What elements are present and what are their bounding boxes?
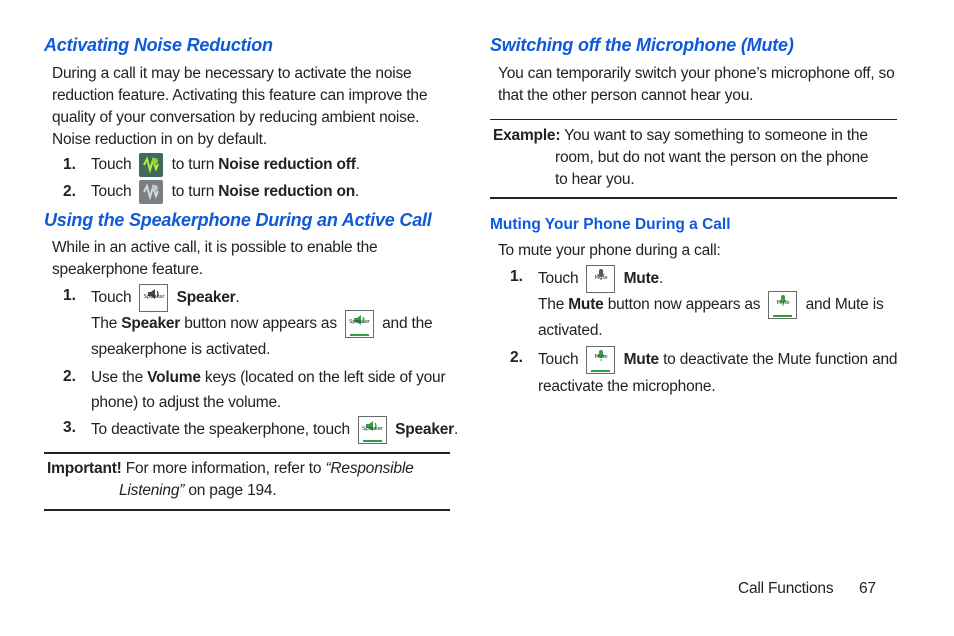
footer-section-title: Call Functions xyxy=(738,580,834,597)
noise-reduction-heading: Activating Noise Reduction xyxy=(44,35,273,55)
speakerphone-heading: Using the Speakerphone During an Active Call xyxy=(44,210,432,230)
mute-icon[interactable]: Mute xyxy=(586,265,615,293)
example-bottom-rule xyxy=(490,197,897,199)
important-note: Important! For more information, refer to “Responsible Listening” on page 194. xyxy=(47,460,414,499)
speaker-step-1: Touch Speaker Speaker. xyxy=(91,284,240,312)
step-number: 1. xyxy=(63,156,76,173)
example-note: Example: You want to say something to someone in the room, but do not want the person on the phone to hear you. xyxy=(493,127,869,188)
step-number: 1. xyxy=(510,268,523,285)
muting-intro: To mute your phone during a call: xyxy=(498,242,721,259)
step-number: 2. xyxy=(63,183,76,200)
speakerphone-paragraph: While in an active call, it is possible to enable the speakerphone feature. xyxy=(52,239,378,278)
noise-reduction-off-icon[interactable] xyxy=(139,153,163,177)
important-label: Important! xyxy=(47,460,122,477)
speaker-icon[interactable]: Speaker xyxy=(358,416,387,444)
noise-step-1: Touch to turn Noise reduction off. xyxy=(91,153,360,177)
muting-heading: Muting Your Phone During a Call xyxy=(490,216,731,233)
speaker-active-icon: Speaker xyxy=(345,310,374,338)
step-number: 1. xyxy=(63,287,76,304)
important-bottom-rule xyxy=(44,509,450,511)
mute-icon[interactable]: Mute xyxy=(586,346,615,374)
mute-step-1-result: The Mute button now appears as Mute and Mute is activated. xyxy=(538,291,884,343)
step-number: 3. xyxy=(63,419,76,436)
noise-step-2: Touch to turn Noise reduction on. xyxy=(91,180,359,204)
example-top-rule xyxy=(490,119,897,120)
step-number: 2. xyxy=(510,349,523,366)
page-number: 67 xyxy=(859,580,876,597)
mute-active-icon: Mute xyxy=(768,291,797,319)
responsible-listening-link[interactable]: Listening” xyxy=(119,482,185,499)
speaker-step-3: To deactivate the speakerphone, touch Speaker Speaker. xyxy=(91,416,458,444)
noise-reduction-paragraph: During a call it may be necessary to activate the noise reduction feature. Activating this feature can improve the quality of your conversation by reducing ambient noise. Noise reduction in on by default. xyxy=(52,65,428,148)
microphone-paragraph: You can temporarily switch your phone’s microphone off, so that the other person cannot hear you. xyxy=(498,65,895,104)
important-top-rule xyxy=(44,452,450,454)
responsible-listening-link[interactable]: “Responsible xyxy=(325,460,414,477)
speaker-step-2: Use the Volume keys (located on the left side of your phone) to adjust the volume. xyxy=(91,369,446,411)
noise-reduction-on-icon[interactable] xyxy=(139,180,163,204)
speaker-icon[interactable]: Speaker xyxy=(139,284,168,312)
speaker-step-1-result: The Speaker button now appears as Speaker and the speakerphone is activated. xyxy=(91,310,432,362)
step-number: 2. xyxy=(63,368,76,385)
mute-step-1: Touch Mute Mute. xyxy=(538,265,663,293)
mute-step-2: Touch Mute Mute to deactivate the Mute function and reactivate the microphone. xyxy=(538,346,897,399)
microphone-heading: Switching off the Microphone (Mute) xyxy=(490,35,794,55)
example-label: Example: xyxy=(493,127,561,144)
